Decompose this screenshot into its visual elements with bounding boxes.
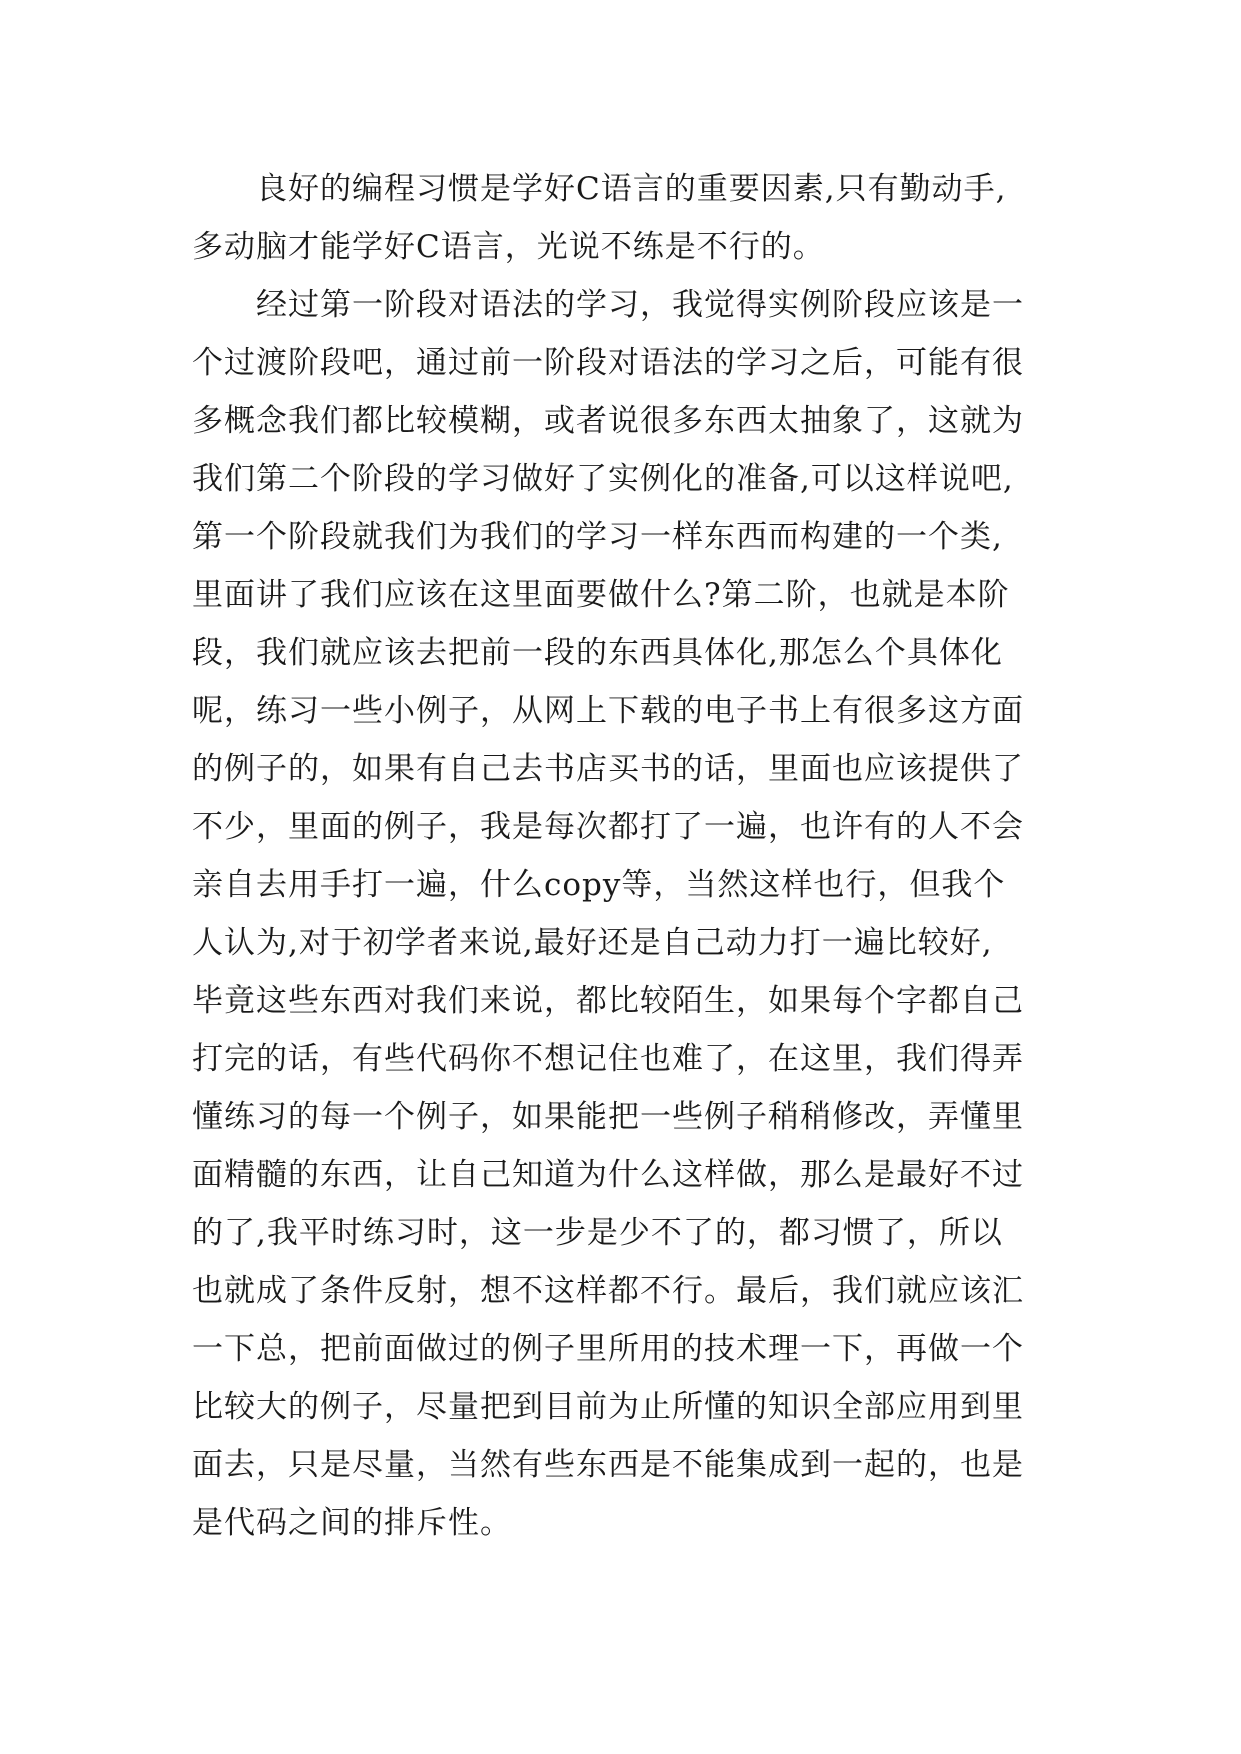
paragraph-line: 打完的话，有些代码你不想记住也难了，在这里，我们得弄 bbox=[192, 1041, 1024, 1077]
paragraph-line: 经过第一阶段对语法的学习，我觉得实例阶段应该是一 bbox=[256, 287, 1024, 323]
paragraph-line: 面去，只是尽量，当然有些东西是不能集成到一起的，也是 bbox=[192, 1447, 1024, 1483]
paragraph-line: 的了,我平时练习时，这一步是少不了的，都习惯了，所以 bbox=[192, 1215, 1003, 1251]
paragraph-line: 多概念我们都比较模糊，或者说很多东西太抽象了，这就为 bbox=[192, 403, 1024, 439]
paragraph-line: 良好的编程习惯是学好C语言的重要因素,只有勤动手, bbox=[256, 171, 1007, 207]
paragraph-line: 面精髓的东西，让自己知道为什么这样做，那么是最好不过 bbox=[192, 1157, 1024, 1193]
paragraph-line: 第一个阶段就我们为我们的学习一样东西而构建的一个类, bbox=[192, 519, 1003, 555]
paragraph-line: 也就成了条件反射，想不这样都不行。最后，我们就应该汇 bbox=[192, 1273, 1024, 1309]
paragraph-line: 毕竟这些东西对我们来说，都比较陌生，如果每个字都自己 bbox=[192, 983, 1024, 1019]
paragraph-line: 段，我们就应该去把前一段的东西具体化,那怎么个具体化 bbox=[192, 635, 1003, 671]
paragraph-line: 个过渡阶段吧，通过前一阶段对语法的学习之后，可能有很 bbox=[192, 345, 1024, 381]
paragraph-line: 比较大的例子，尽量把到目前为止所懂的知识全部应用到里 bbox=[192, 1389, 1024, 1425]
paragraph-line: 不少，里面的例子，我是每次都打了一遍，也许有的人不会 bbox=[192, 809, 1024, 845]
paragraph-line: 一下总，把前面做过的例子里所用的技术理一下，再做一个 bbox=[192, 1331, 1024, 1367]
paragraph-line: 人认为,对于初学者来说,最好还是自己动力打一遍比较好, bbox=[192, 925, 993, 961]
paragraph-line: 的例子的，如果有自己去书店买书的话，里面也应该提供了 bbox=[192, 751, 1024, 787]
paragraph-line: 亲自去用手打一遍，什么copy等，当然这样也行，但我个 bbox=[192, 867, 1006, 903]
paragraph-line: 是代码之间的排斥性。 bbox=[192, 1505, 512, 1541]
paragraph-1 bbox=[192, 160, 1052, 276]
document-body bbox=[192, 160, 1052, 1552]
paragraph-line: 里面讲了我们应该在这里面要做什么?第二阶，也就是本阶 bbox=[192, 577, 1010, 613]
paragraph-line: 多动脑才能学好C语言，光说不练是不行的。 bbox=[192, 229, 825, 265]
paragraph-line: 懂练习的每一个例子，如果能把一些例子稍稍修改，弄懂里 bbox=[192, 1099, 1024, 1135]
paragraph-2 bbox=[192, 276, 1052, 1552]
paragraph-line: 我们第二个阶段的学习做好了实例化的准备,可以这样说吧, bbox=[192, 461, 1014, 497]
paragraph-line: 呢，练习一些小例子，从网上下载的电子书上有很多这方面 bbox=[192, 693, 1024, 729]
